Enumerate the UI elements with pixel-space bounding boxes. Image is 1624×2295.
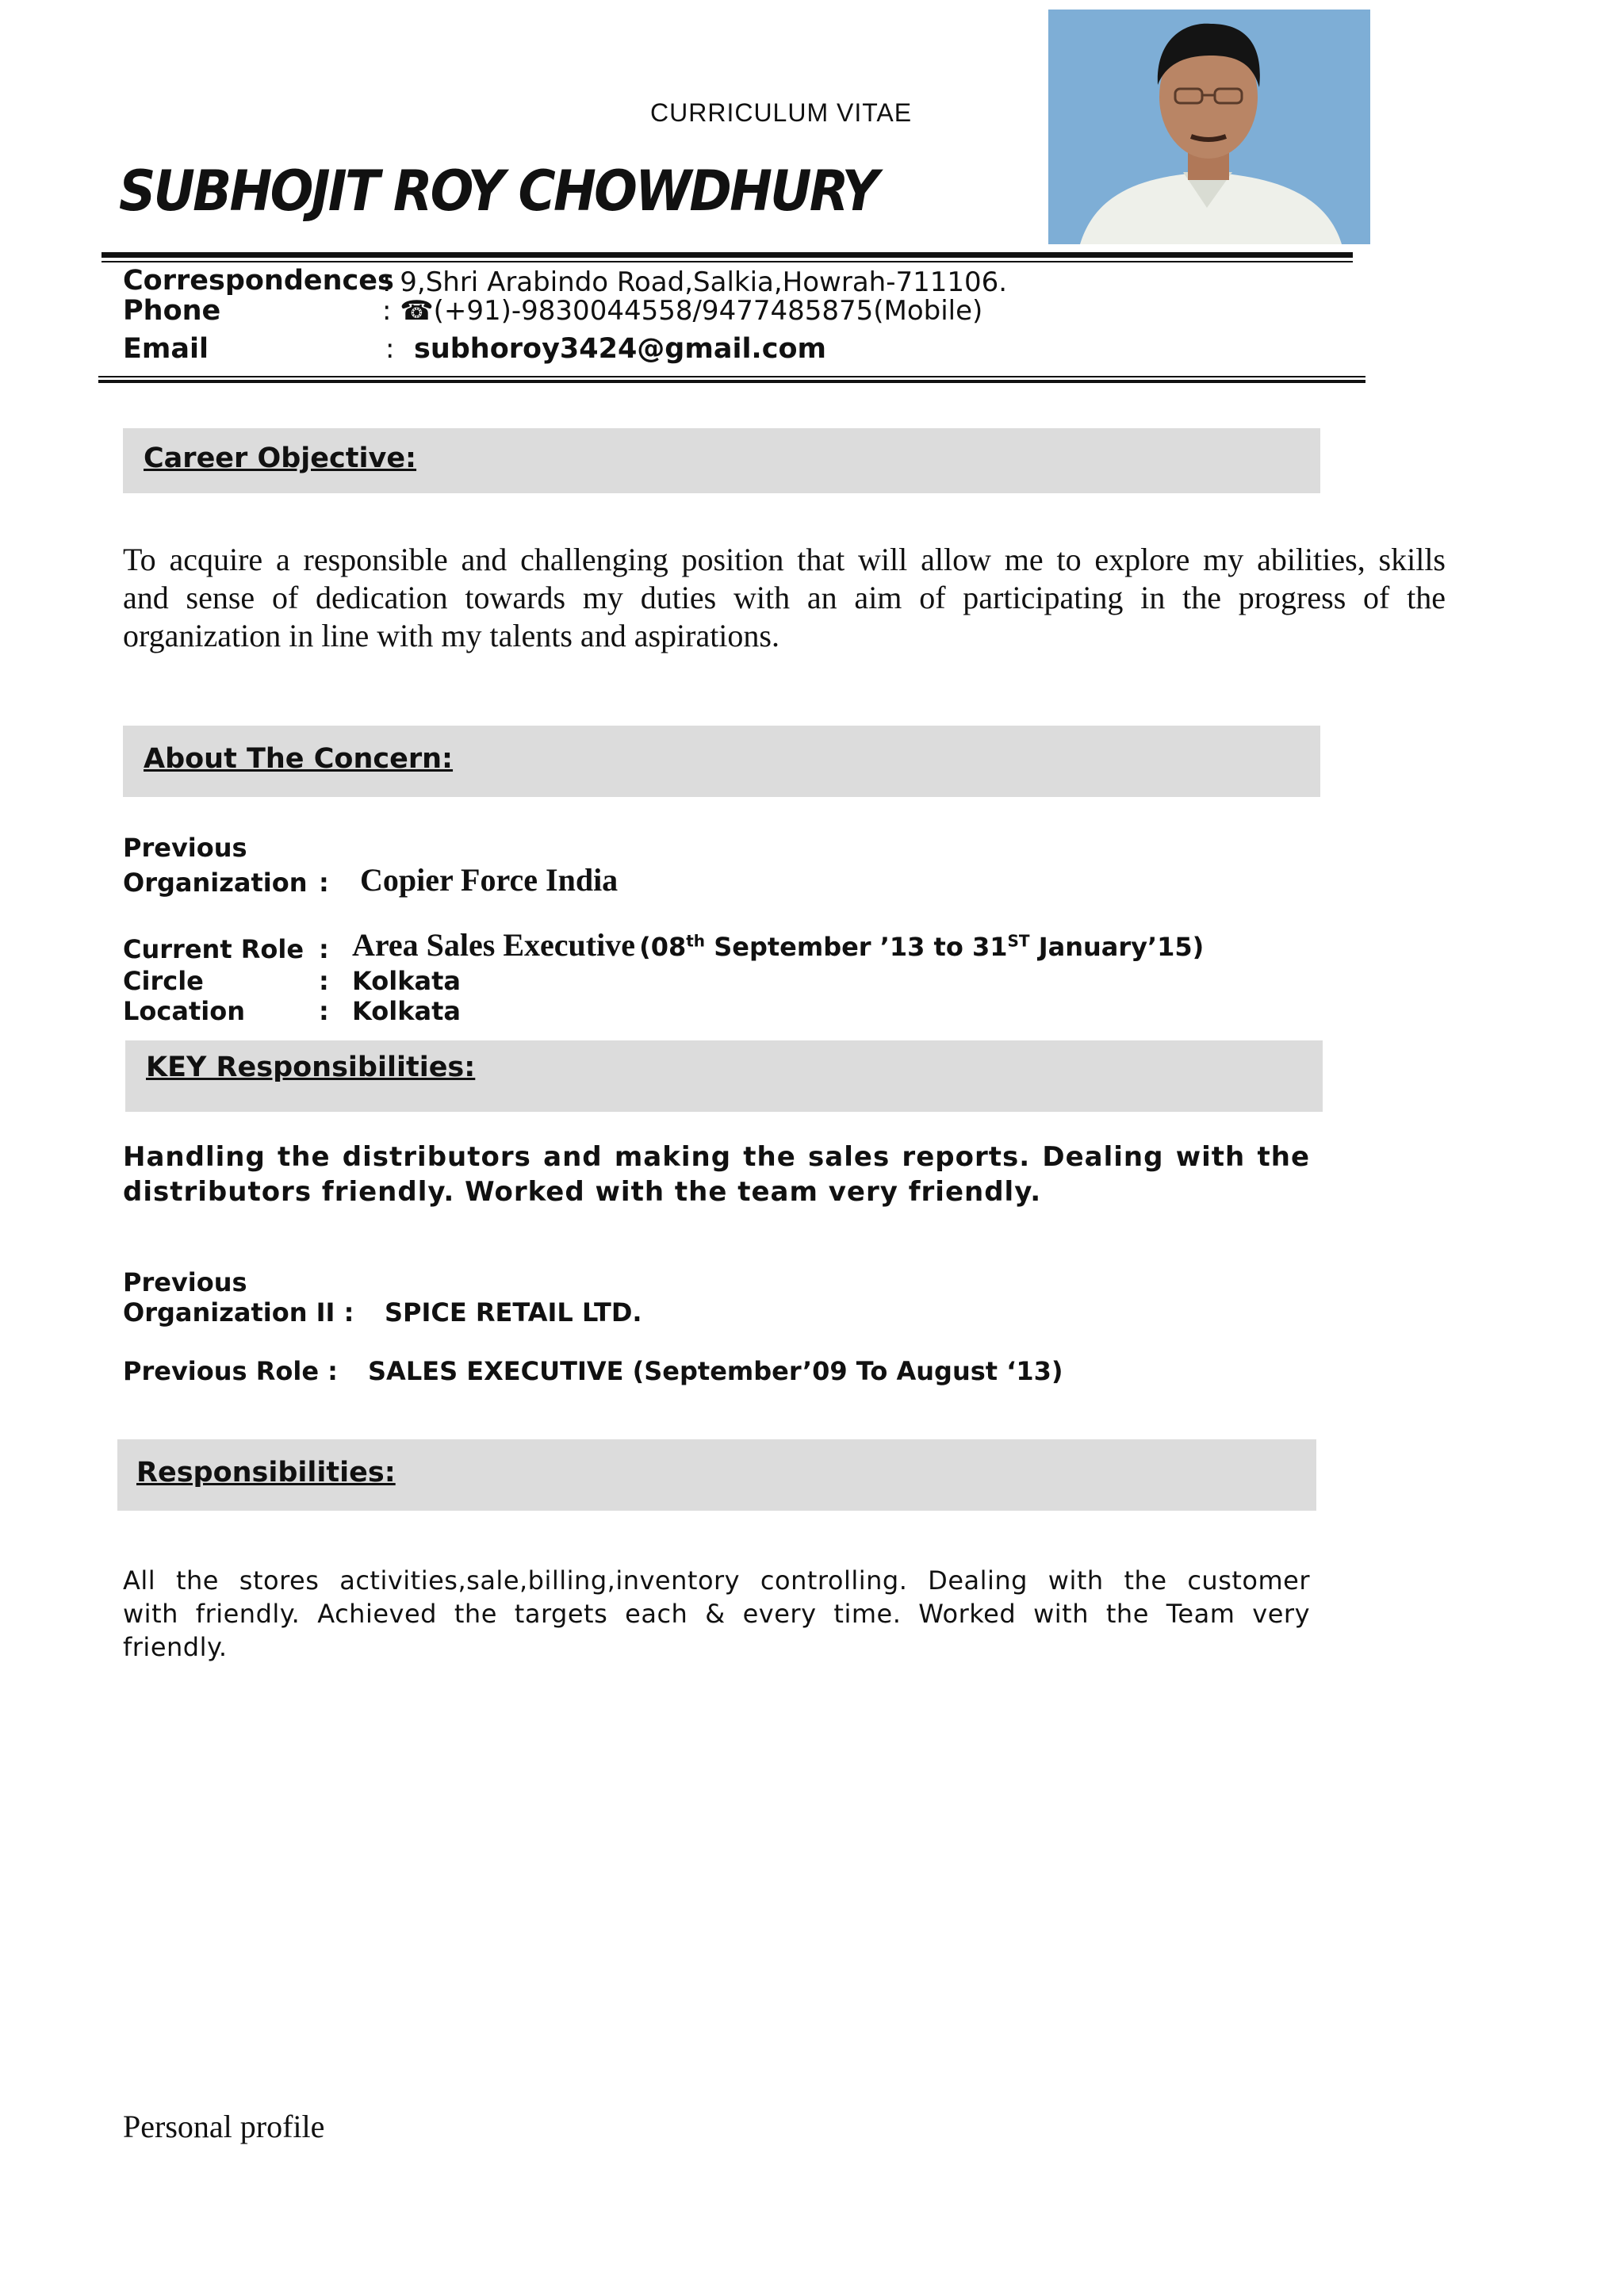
career-objective-line: and sense of dedication towards my duties with an aim of participating in the progress of the [123,580,1446,615]
candidate-name: SUBHOJIT ROY CHOWDHURY [119,159,877,224]
correspondence-value: : 9,Shri Arabindo Road,Salkia,Howrah-711106. [382,266,1008,298]
profile-photo [1048,10,1370,244]
circle-label: Circle [123,966,204,996]
current-role-line [352,926,1204,964]
organization-2-label: Organization II : [123,1297,354,1328]
responsibilities-header [117,1439,1316,1511]
header-rule [102,252,1353,258]
responsibilities-line: with friendly. Achieved the targets each & every time. Worked with the Team very [123,1599,1310,1629]
location-value: Kolkata [352,996,461,1026]
personal-profile-heading: Personal profile [123,2109,325,2144]
organization-separator: : [319,868,329,898]
responsibilities-heading: Responsibilities: [136,1457,396,1488]
phone-value: : ☎(+91)-9830044558/9477485875(Mobile) [382,295,983,327]
circle-separator: : [319,966,329,996]
previous-role-label: Previous Role : [123,1356,338,1386]
organization-label: Organization [123,868,308,898]
person-photo-icon [1048,10,1370,244]
email-label: Email [123,333,209,365]
responsibilities-line: friendly. [123,1632,228,1662]
header-rule-thin [102,261,1353,262]
correspondence-label: Correspondences [123,265,394,297]
current-role-separator: : [319,934,329,964]
current-role-label: Current Role [123,934,304,964]
previous-label-2: Previous [123,1267,247,1297]
key-responsibilities-heading: KEY Responsibilities: [146,1052,476,1083]
organization-2-value: SPICE RETAIL LTD. [385,1297,642,1328]
location-separator: : [319,996,329,1026]
career-objective-heading: Career Objective: [144,443,417,474]
document-title: CURRICULUM VITAE [650,98,913,127]
phone-label: Phone [123,295,221,327]
circle-value: Kolkata [352,966,461,996]
responsibilities-line: All the stores activities,sale,billing,inventory controlling. Dealing with the customer [123,1565,1310,1596]
key-responsibilities-line: distributors friendly. Worked with the team very friendly. [123,1176,1042,1208]
career-objective-header [123,428,1320,493]
career-objective-line: organization in line with my talents and aspirations. [123,618,779,653]
previous-label: Previous [123,833,247,863]
email-separator: : [385,333,395,365]
key-responsibilities-line: Handling the distributors and making the sales reports. Dealing with the [123,1141,1310,1173]
organization-value: Copier Force India [360,862,619,898]
about-concern-header [123,726,1320,797]
career-objective-line: To acquire a responsible and challenging position that will allow me to explore my abilities, skills [123,542,1446,577]
about-concern-heading: About The Concern: [144,743,454,775]
current-role-dates: (08th September ’13 to 31ST January’15) [639,931,1205,962]
contact-rule [98,376,1365,377]
email-value[interactable]: subhoroy3424@gmail.com [414,333,826,365]
current-role-value: Area Sales Executive [352,927,635,963]
location-label: Location [123,996,245,1026]
previous-role-value: SALES EXECUTIVE (September’09 To August ‘13) [368,1356,1063,1386]
contact-rule-thick [98,380,1365,383]
key-responsibilities-header [125,1040,1323,1112]
